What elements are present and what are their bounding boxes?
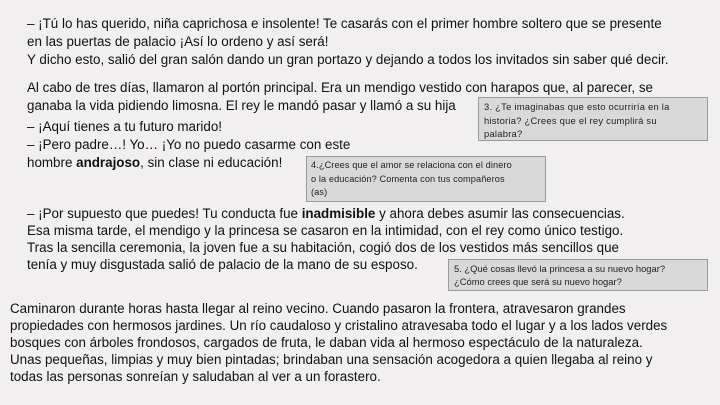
paragraph-3-line-4: tenía y muy disgustada salió de palacio de la mano de su esposo.: [27, 257, 418, 272]
paragraph-1-line-3: Y dicho esto, salió del gran salón dando un gran portazo y dejando a todos los invitados sin saber qué decir.: [27, 52, 669, 67]
paragraph-2-line-1: Al cabo de tres días, llamaron al portón principal. Era un mendigo vestido con harapos que, al parecer, se: [27, 80, 654, 95]
question-3-line-2: historia? ¿Crees que el rey cumplirá su: [484, 114, 657, 126]
vocab-word-andrajoso: andrajoso: [76, 155, 141, 170]
dialogue-line-3: [27, 154, 282, 172]
paragraph-1-line-2: en las puertas de palacio ¡Así lo ordeno y así será!: [27, 34, 329, 49]
question-3-line-3: palabra?: [484, 128, 523, 139]
dialogue-line-2: – ¡Pero padre…! Yo… ¡Yo no puedo casarme con este: [27, 137, 351, 152]
dialogue-line-1: – ¡Aquí tienes a tu futuro marido!: [27, 119, 223, 134]
paragraph-4-line-5: todas las personas sonreían y saludaban al ver a un forastero.: [10, 369, 381, 384]
dialogue-line-3-start: hombre: [27, 155, 77, 170]
paragraph-3-line-2: Esa misma tarde, el mendigo y la princesa se casaron en la intimidad, con el rey como único testigo.: [27, 223, 624, 238]
vocab-word-inadmisible: inadmisible: [301, 206, 376, 221]
paragraph-4-line-2: propiedades con hermosos jardines. Un río caudaloso y cristalino atravesaba todo el lugar y a los lados verdes: [10, 318, 668, 333]
paragraph-3-line-3: Tras la sencilla ceremonia, la joven fue a su habitación, cogió dos de los vestidos más sencillos que: [27, 240, 619, 255]
question-5-line-2: ¿Cómo crees que será su nuevo hogar?: [454, 276, 622, 287]
paragraph-4-line-3: bosques con árboles frondosos, cargados de fruta, le daban vida al hermoso espectáculo de la naturaleza.: [10, 335, 643, 350]
question-5-line-1: 5. ¿Qué cosas llevó la princesa a su nuevo hogar?: [454, 263, 666, 274]
question-4-line-3: (as): [311, 187, 328, 197]
paragraph-4-line-1: Caminaron durante horas hasta llegar al reino vecino. Cuando pasaron la frontera, atravesaron grandes: [10, 301, 626, 316]
paragraph-1-line-1: – ¡Tú lo has querido, niña caprichosa e insolente! Te casarás con el primer hombre soltero que se presente: [27, 16, 662, 31]
paragraph-3-line-1: [27, 205, 625, 223]
paragraph-3-line-1-end: y ahora debes asumir las consecuencias.: [375, 206, 625, 221]
question-3-note: [478, 97, 708, 141]
paragraph-3-line-1-start: – ¡Por supuesto que puedes! Tu conducta fue: [27, 206, 302, 221]
dialogue-line-3-end: , sin clase ni educación!: [140, 155, 283, 170]
paragraph-4-line-4: Unas pequeñas, limpias y muy bien pintadas; brindaban una sensación acogedora a quien llegaba al reino y: [10, 352, 653, 367]
paragraph-2-line-2: ganaba la vida pidiendo limosna. El rey le mandó pasar y llamó a su hija: [27, 98, 456, 113]
question-5-note: [448, 259, 708, 291]
question-4-note: [306, 156, 546, 202]
question-4-line-2: o la educación? Comenta con tus compañeros: [311, 173, 505, 184]
question-4-line-1: 4.¿Crees que el amor se relaciona con el dinero: [311, 160, 512, 170]
question-3-line-1: 3. ¿Te imaginabas que esto ocurriría en la: [484, 101, 670, 112]
